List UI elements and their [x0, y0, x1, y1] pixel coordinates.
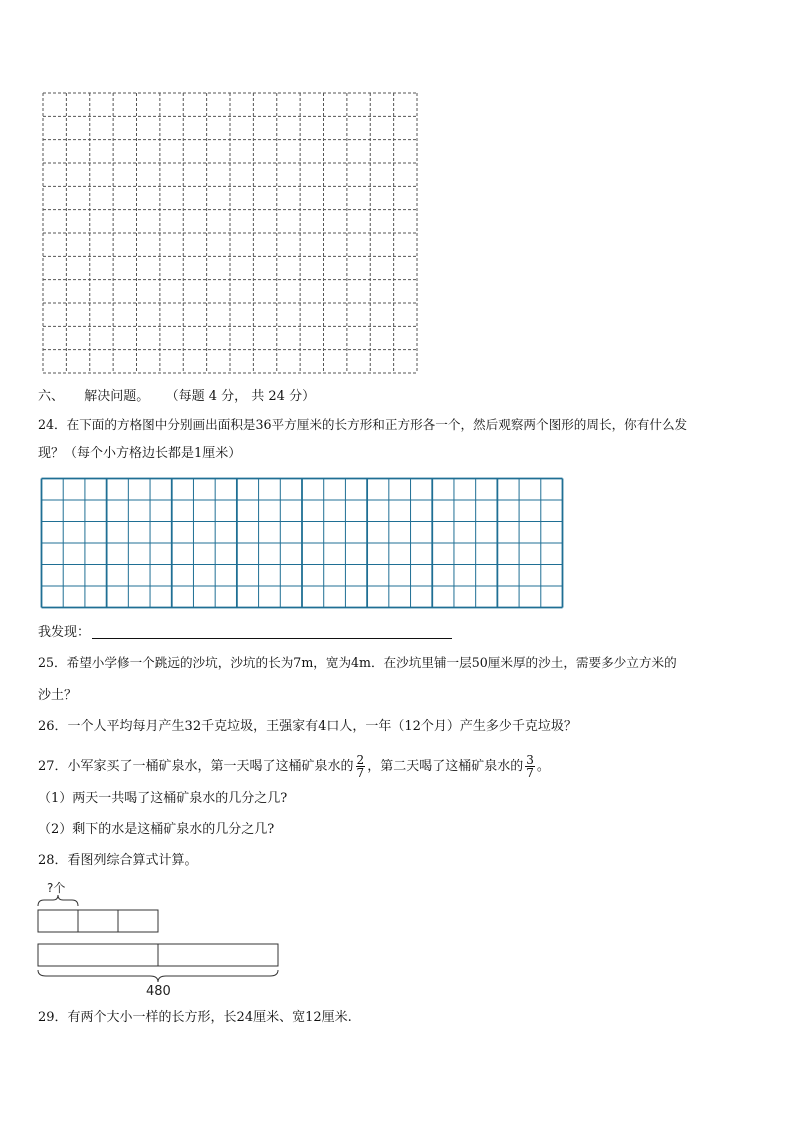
q27-part-b: ，第二天喝了这桶矿泉水的: [367, 759, 524, 774]
q25-line2: 沙土？: [38, 688, 78, 703]
teal-grid: [40, 477, 564, 609]
frac1-numerator: 2: [356, 753, 365, 767]
fraction-three-sevenths: [525, 754, 535, 779]
long-box-2: [158, 944, 278, 966]
bottom-brace: [38, 970, 278, 982]
q28-text: 28．看图列综合算式计算。: [38, 853, 198, 868]
section-heading: [38, 389, 315, 405]
q27-part-a: 27．小军家买了一桶矿泉水，第一天喝了这桶矿泉水的: [38, 759, 354, 774]
long-box-1: [38, 944, 158, 966]
unknown-count-label: ?个: [47, 881, 66, 895]
q26-text: 26．一个人平均每月产生32千克垃圾，王强家有4口人，一年（12个月）产生多少千克垃圾？: [38, 719, 577, 734]
section-title: 解决问题。: [84, 389, 150, 404]
q27-sub2: （2）剩下的水是这桶矿泉水的几分之几?: [38, 822, 275, 837]
q27-line: [38, 752, 550, 782]
answer-label: 我发现：: [38, 625, 91, 640]
total-label: 480: [146, 984, 171, 999]
small-box-1: [38, 910, 78, 932]
q25-line1: 25．希望小学修一个跳远的沙坑，沙坑的长为7m，宽为4m．在沙坑里铺一层50厘米厚的沙土，需要多少立方米的: [38, 655, 677, 670]
frac1-denominator: 7: [356, 766, 365, 780]
q24-line1: 24．在下面的方格图中分别画出面积是36平方厘米的长方形和正方形各一个，然后观察两个图形的周长，你有什么发: [38, 417, 688, 432]
frac2-denominator: 7: [526, 766, 534, 780]
q27-sub1: （1）两天一共喝了这桶矿泉水的几分之几?: [38, 791, 288, 806]
q27-part-c: 。: [536, 759, 550, 774]
q28-bar-diagram: [34, 878, 284, 1000]
answer-line[interactable]: [92, 638, 452, 639]
q29-text: 29．有两个大小一样的长方形，长24厘米、宽12厘米.: [38, 1010, 352, 1025]
small-box-2: [78, 910, 118, 932]
frac2-numerator: 3: [526, 753, 534, 767]
section-number: 六、: [38, 389, 65, 404]
section-points: （每题 4 分， 共 24 分）: [165, 389, 316, 404]
small-box-3: [118, 910, 158, 932]
top-brace: [38, 895, 78, 906]
q24-line2: 现？（每个小方格边长都是1厘米）: [38, 446, 242, 461]
dashed-grid: [42, 92, 418, 374]
fraction-two-sevenths: [356, 754, 366, 779]
